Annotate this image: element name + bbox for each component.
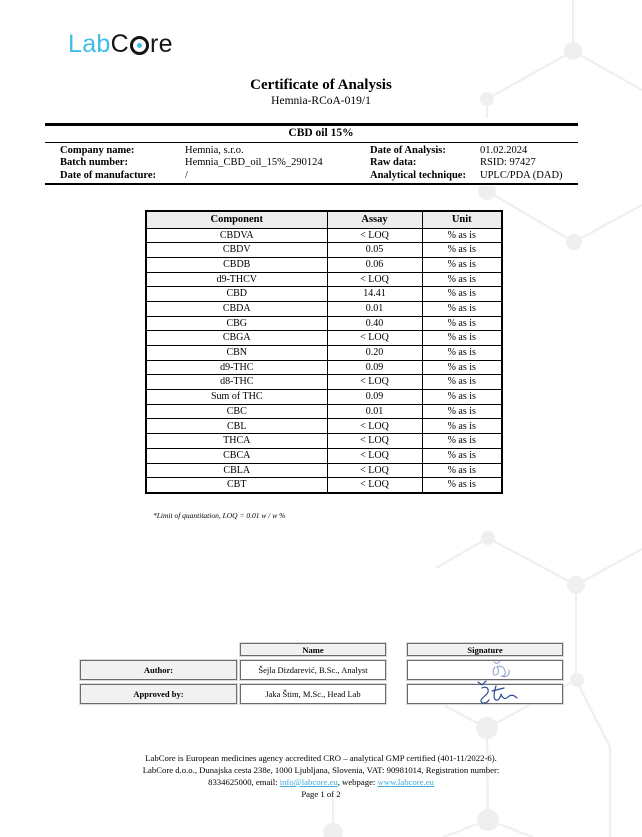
approved-by-name: Jaka Štim, M.Sc., Head Lab (240, 684, 386, 704)
logo-lab-text: Lab (68, 30, 111, 58)
table-cell: CBDA (146, 301, 327, 316)
table-row (146, 346, 502, 361)
table-row (146, 257, 502, 272)
table-cell: CBN (146, 346, 327, 361)
column-header-component: Component (146, 211, 327, 228)
table-cell: CBDVA (146, 228, 327, 243)
table-cell: % as is (422, 419, 502, 434)
table-cell: THCA (146, 434, 327, 449)
table-cell: 0.09 (327, 390, 422, 405)
date-of-analysis-label: Date of Analysis: (370, 145, 446, 156)
table-cell: CBLA (146, 463, 327, 478)
table-cell: 14.41 (327, 287, 422, 302)
table-row (146, 375, 502, 390)
table-cell: % as is (422, 316, 502, 331)
table-cell: % as is (422, 463, 502, 478)
results-table (145, 210, 503, 494)
table-cell: 0.06 (327, 257, 422, 272)
divider-bottom (45, 183, 578, 186)
table-cell: % as is (422, 243, 502, 258)
page-title: Certificate of Analysis (250, 77, 392, 93)
table-cell: 0.40 (327, 316, 422, 331)
table-row (146, 434, 502, 449)
table-cell: % as is (422, 287, 502, 302)
table-cell: Sum of THC (146, 390, 327, 405)
table-cell: % as is (422, 331, 502, 346)
table-cell: % as is (422, 448, 502, 463)
date-of-manufacture-label: Date of manufacture: (60, 169, 157, 181)
info-right-values (480, 145, 563, 182)
table-cell: % as is (422, 228, 502, 243)
table-cell: % as is (422, 390, 502, 405)
info-left-values (185, 145, 323, 182)
logo-target-icon (130, 36, 149, 55)
table-row (146, 243, 502, 258)
company-name-value: Hemnia, s.r.o. (185, 145, 244, 156)
table-cell: d9-THC (146, 360, 327, 375)
batch-number-value: Hemnia_CBD_oil_15%_290124 (185, 157, 323, 169)
table-cell: % as is (422, 257, 502, 272)
table-cell: d8-THC (146, 375, 327, 390)
divider-thin (45, 142, 578, 143)
table-row (146, 331, 502, 346)
company-name-label: Company name: (60, 145, 135, 156)
table-cell: < LOQ (327, 434, 422, 449)
table-cell: % as is (422, 375, 502, 390)
table-cell: % as is (422, 346, 502, 361)
table-cell: 0.09 (327, 360, 422, 375)
footer-address-line: LabCore d.o.o., Dunajska cesta 238e, 1000 Ljubljana, Slovenia, VAT: 90981014, Registration number: (142, 765, 500, 775)
table-cell: CBD (146, 287, 327, 302)
analytical-technique-value: UPLC/PDA (DAD) (480, 169, 563, 181)
table-row (146, 360, 502, 375)
document-number: Hemnia-RCoA-019/1 (271, 95, 371, 107)
date-of-analysis-value: 01.02.2024 (480, 145, 528, 156)
table-cell: < LOQ (327, 463, 422, 478)
info-right-labels (370, 145, 466, 182)
table-cell: CBT (146, 478, 327, 493)
divider-top (45, 123, 578, 126)
table-cell: % as is (422, 272, 502, 287)
table-cell: < LOQ (327, 228, 422, 243)
column-header-assay: Assay (327, 211, 422, 228)
info-left-labels (60, 145, 156, 182)
table-cell: < LOQ (327, 375, 422, 390)
table-row (146, 316, 502, 331)
table-cell: d9-THCV (146, 272, 327, 287)
table-row (146, 463, 502, 478)
table-cell: < LOQ (327, 331, 422, 346)
table-cell: 0.05 (327, 243, 422, 258)
table-row (146, 301, 502, 316)
raw-data-label: Raw data: (370, 157, 417, 169)
table-cell: % as is (422, 434, 502, 449)
signature-table-name-header: Name (240, 643, 386, 656)
webpage-link[interactable]: www.labcore.eu (377, 777, 434, 787)
table-cell: CBDB (146, 257, 327, 272)
approved-by-label: Approved by: (80, 684, 237, 704)
footer-contact-line (0, 776, 642, 788)
table-row (146, 228, 502, 243)
footer-contact-prefix: 8334625000, email: (208, 777, 280, 787)
batch-number-label: Batch number: (60, 157, 128, 169)
footer-accreditation-line: LabCore is European medicines agency accredited CRO – analytical GMP certified (401-11/2022-6). (145, 753, 497, 763)
table-cell: CBCA (146, 448, 327, 463)
table-cell: < LOQ (327, 272, 422, 287)
table-row (146, 448, 502, 463)
page-footer (0, 752, 642, 800)
footer-contact-mid: , webpage: (337, 777, 378, 787)
page-number: Page 1 of 2 (301, 789, 341, 799)
table-cell: CBG (146, 316, 327, 331)
analytical-technique-label: Analytical technique: (370, 169, 466, 181)
table-row (146, 272, 502, 287)
table-cell: 0.01 (327, 404, 422, 419)
approver-signature-handwriting (468, 678, 530, 708)
table-row (146, 419, 502, 434)
logo-dot-icon (137, 43, 142, 48)
table-row (146, 287, 502, 302)
table-row (146, 478, 502, 493)
table-cell: % as is (422, 404, 502, 419)
table-row (146, 390, 502, 405)
table-cell: < LOQ (327, 478, 422, 493)
logo-c-text: C (110, 30, 129, 58)
table-cell: 0.20 (327, 346, 422, 361)
column-header-unit: Unit (422, 211, 502, 228)
date-of-manufacture-value: / (185, 169, 188, 181)
table-cell: CBC (146, 404, 327, 419)
table-cell: 0.01 (327, 301, 422, 316)
raw-data-value: RSID: 97427 (480, 157, 536, 169)
email-link[interactable]: info@labcore.eu (279, 777, 338, 787)
results-table-header-row (146, 211, 502, 228)
loq-footnote: *Limit of quantitation, LOQ = 0.01 w / w % (153, 511, 286, 520)
table-cell: CBDV (146, 243, 327, 258)
logo-re-text: re (149, 30, 173, 58)
table-cell: CBL (146, 419, 327, 434)
table-cell: < LOQ (327, 448, 422, 463)
table-cell: < LOQ (327, 419, 422, 434)
product-name: CBD oil 15% (288, 127, 354, 139)
labcore-logo (68, 30, 173, 59)
table-cell: CBGA (146, 331, 327, 346)
table-row (146, 404, 502, 419)
author-label: Author: (80, 660, 237, 680)
table-cell: % as is (422, 360, 502, 375)
signature-table-signature-header: Signature (407, 643, 563, 656)
table-cell: % as is (422, 478, 502, 493)
table-cell: % as is (422, 301, 502, 316)
author-name: Šejla Dizdarević, B.Sc., Analyst (240, 660, 386, 680)
